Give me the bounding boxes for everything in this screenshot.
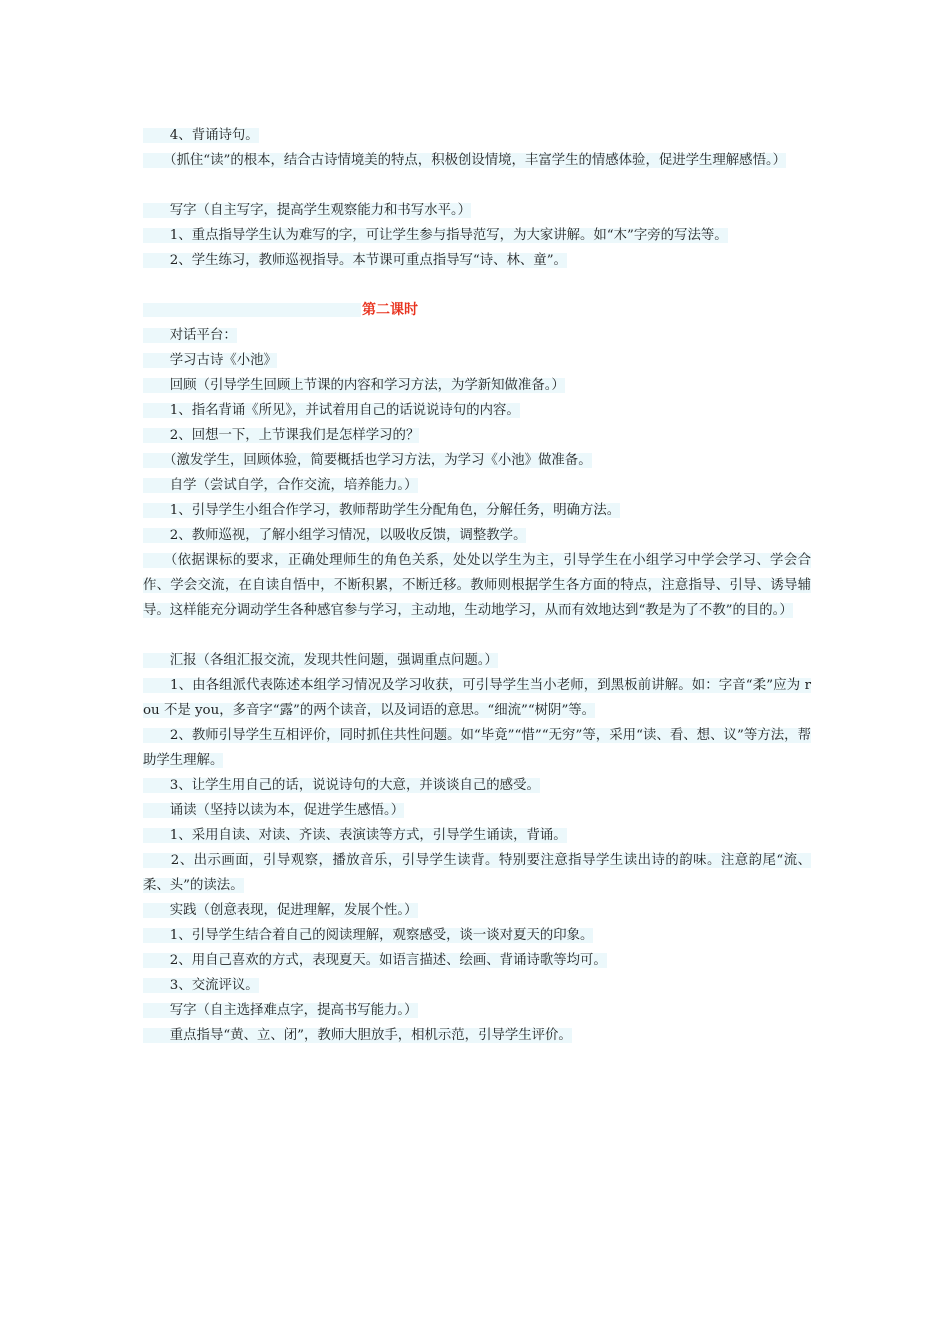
paragraph: 诵读（坚持以读为本，促进学生感悟。） [143, 803, 405, 818]
paragraph: 3、交流评议。 [143, 978, 259, 993]
paragraph: 实践（创意表现，促进理解，发展个性。） [143, 903, 418, 918]
paragraph: 回顾（引导学生回顾上节课的内容和学习方法，为学新知做准备。） [143, 378, 565, 393]
paragraph: 重点指导“黄、立、闭”，教师大胆放手，相机示范，引导学生评价。 [143, 1028, 572, 1043]
paragraph: 3、让学生用自己的话，说说诗句的大意，并谈谈自己的感受。 [143, 778, 540, 793]
paragraph: 汇报（各组汇报交流，发现共性问题，强调重点问题。） [143, 653, 498, 668]
section-heading-wrap [143, 298, 808, 323]
paragraph: 1、引导学生小组合作学习，教师帮助学生分配角色，分解任务，明确方法。 [143, 503, 621, 518]
section-heading: 第二课时 [362, 302, 418, 318]
paragraph: 1、引导学生结合着自己的阅读理解，观察感受，谈一谈对夏天的印象。 [143, 928, 594, 943]
paragraph: 2、出示画面，引导观察，播放音乐，引导学生读背。特别要注意指导学生读出诗的韵味。注意韵尾“流、柔、头”的读法。 [143, 853, 811, 893]
paragraph: 1、指名背诵《所见》，并试着用自己的话说说诗句的内容。 [143, 403, 520, 418]
paragraph: （抓住“读”的根本，结合古诗情境美的特点，积极创设情境，丰富学生的情感体验，促进学生理解感悟。） [143, 153, 787, 168]
paragraph: 1、重点指导学生认为难写的字，可让学生参与指导范写，为大家讲解。如“木”字旁的写法等。 [143, 228, 728, 243]
paragraph: 写字（自主写字，提高学生观察能力和书写水平。） [143, 203, 472, 218]
paragraph: 自学（尝试自学，合作交流，培养能力。） [143, 478, 418, 493]
paragraph: 学习古诗《小池》 [143, 353, 277, 368]
paragraph: 对话平台： [143, 328, 237, 343]
paragraph: 2、回想一下，上节课我们是怎样学习的？ [143, 428, 420, 443]
paragraph: 2、教师巡视，了解小组学习情况，以吸收反馈，调整教学。 [143, 528, 527, 543]
paragraph: 4、背诵诗句。 [143, 128, 259, 143]
paragraph: 1、采用自读、对读、齐读、表演读等方式，引导学生诵读，背诵。 [143, 828, 567, 843]
paragraph: 2、用自己喜欢的方式，表现夏天。如语言描述、绘画、背诵诗歌等均可。 [143, 953, 607, 968]
paragraph: 2、教师引导学生互相评价，同时抓住共性问题。如“毕竟”“惜”“无穷”等，采用“读、看、想、议”等方法，帮助学生理解。 [143, 728, 811, 768]
paragraph: 写字（自主选择难点字，提高书写能力。） [143, 1003, 418, 1018]
paragraph: 1、由各组派代表陈述本组学习情况及学习收获，可引导学生当小老师，到黑板前讲解。如：字音“柔”应为 rou 不是 you，多音字“露”的两个读音，以及词语的意思。“细流”“树阴”等。 [143, 678, 811, 718]
paragraph: （激发学生，回顾体验，简要概括也学习方法，为学习《小池》做准备。 [143, 453, 592, 468]
heading-highlight [143, 303, 361, 317]
paragraph: （依据课标的要求，正确处理师生的角色关系，处处以学生为主，引导学生在小组学习中学会学习、学会合作、学会交流，在自读自悟中，不断积累，不断迁移。教师则根据学生各方面的特点，注意指导、引导、诱导辅导。这样能充分调动学生各种感官参与学习，主动地，生动地学习，从而有效地达到“教是为了不教”的目的。） [143, 553, 811, 618]
paragraph: 2、学生练习，教师巡视指导。本节课可重点指导写“诗、林、童”。 [143, 253, 567, 268]
